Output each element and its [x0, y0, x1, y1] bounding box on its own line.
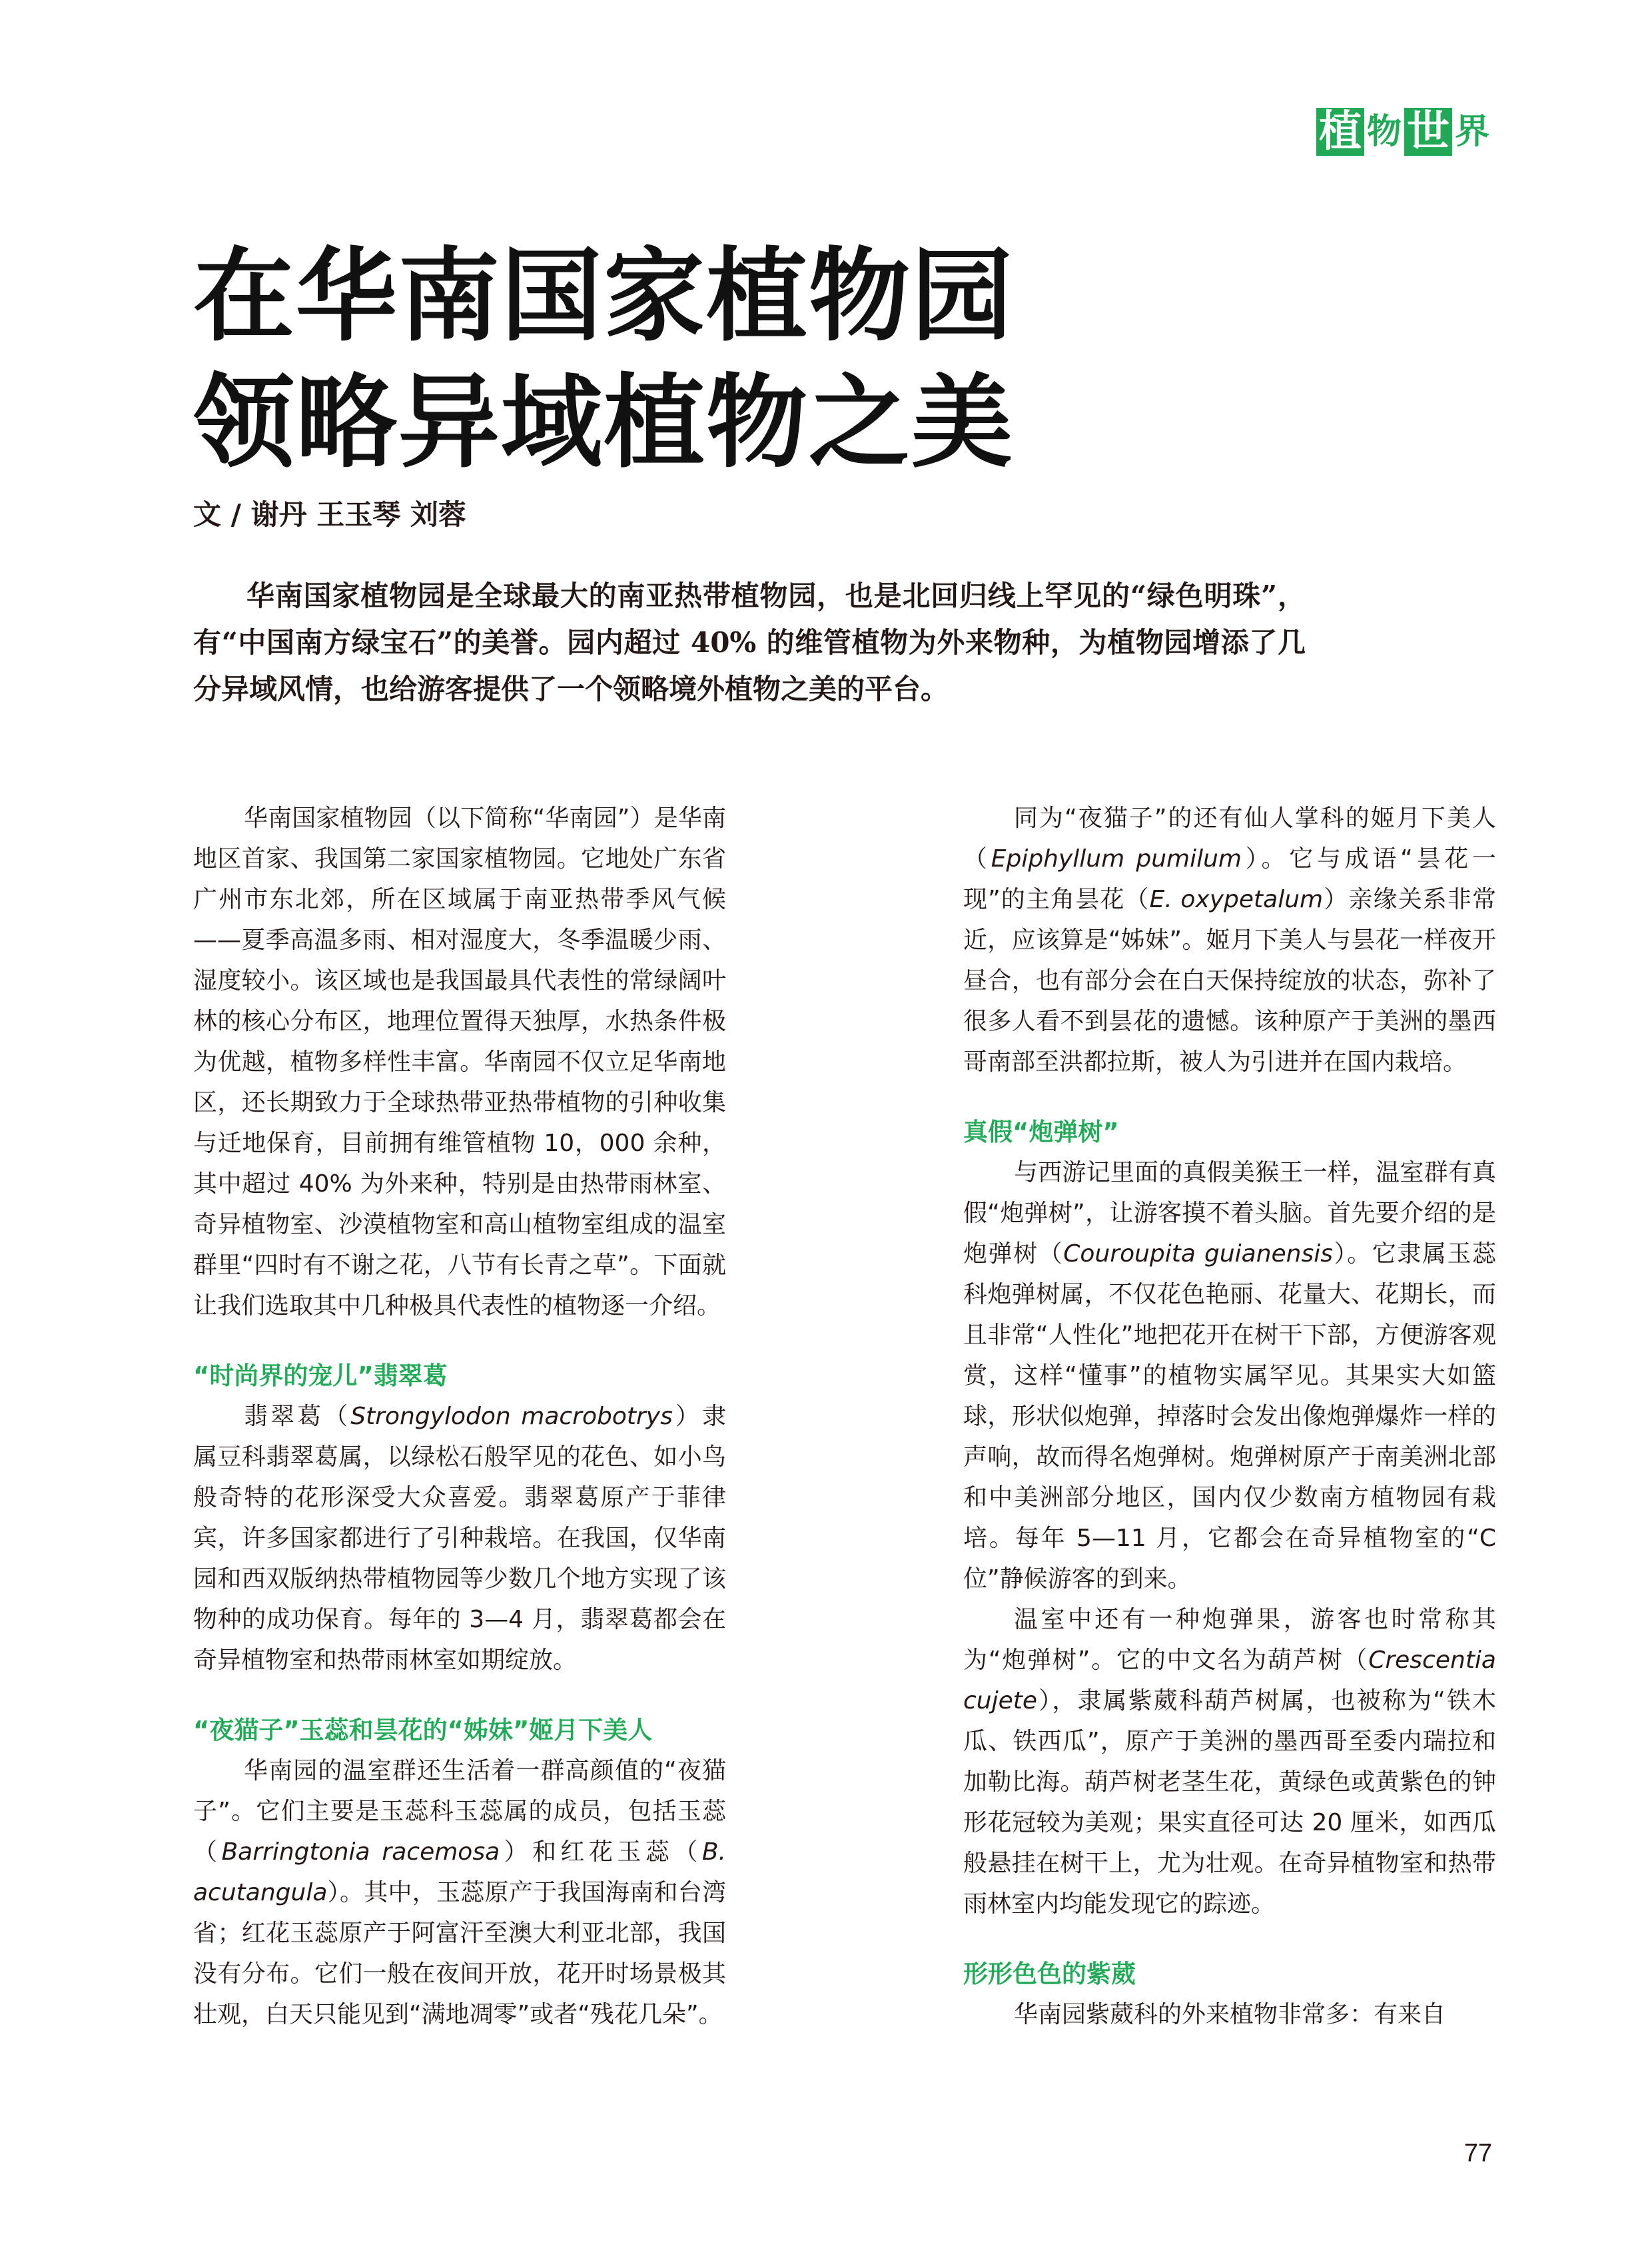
section-tag-char: 物 [1366, 112, 1402, 152]
latin-name: Barringtonia racemosa [221, 1838, 500, 1866]
text-run: 同为“夜猫子”的还有仙人掌科的姬月下美人（ [963, 805, 1496, 873]
right-column [963, 798, 1496, 2035]
text-run: ）。它与成语“昙花一现”的主角昙花（ [963, 845, 1496, 913]
section-tag-char: 植 [1316, 108, 1364, 156]
body-paragraph [193, 1750, 726, 2035]
text-run: ）。它隶属玉蕊科炮弹树属，不仅花色艳丽、花量大、花期长，而且非常“人性化”地把花开在树干下部，方便游客观赏，这样“懂事”的植物实属罕见。其果实大如篮球，形状似炮弹，掉落时会发出像炮弹爆炸一样的声响，故而得名炮弹树。炮弹树原产于南美洲北部和中美洲部分地区，国内仅少数南方植物园有栽培。每年 5—11 月，它都会在奇异植物室的“C 位”静候游客的到来。 [963, 1240, 1496, 1593]
lead-text: 华南国家植物园是全球最大的南亚热带植物园，也是北回归线上罕见的“绿色明珠”，有“中国南方绿宝石”的美誉。园内超过 40% 的维管植物为外来物种，为植物园增添了几分异域风情，也给游客提供了一个领略境外植物之美的平台。 [193, 579, 1306, 705]
latin-name: Strongylodon macrobotrys [350, 1403, 673, 1430]
subheading: 形形色色的紫葳 [963, 1960, 1136, 1988]
title-line-1: 在华南国家植物园 [193, 237, 1014, 355]
section-tag-char: 界 [1454, 112, 1489, 152]
title-line-2: 领略异域植物之美 [193, 364, 1014, 482]
text-run: 翡翠葛（ [244, 1403, 351, 1430]
text-run: ）隶属豆科翡翠葛属，以绿松石般罕见的花色、如小鸟般奇特的花形深受大众喜爱。翡翠葛原产于菲律宾，许多国家都进行了引种栽培。在我国，仅华南园和西双版纳热带植物园等少数几个地方实现了该物种的成功保育。每年的 3—4 月，翡翠葛都会在奇异植物室和热带雨林室如期绽放。 [193, 1403, 726, 1674]
text-run: 华南园的温室群还生活着一群高颜值的“夜猫子”。它们主要是玉蕊科玉蕊属的成员，包括玉蕊（ [193, 1757, 726, 1866]
body-paragraph [963, 1599, 1496, 1924]
body-paragraph: 华南园紫葳科的外来植物非常多：有来自 [1014, 2001, 1446, 2028]
left-column [193, 798, 726, 2035]
text-run: 温室中还有一种炮弹果，游客也时常称其为“炮弹树”。它的中文名为葫芦树（ [963, 1606, 1496, 1674]
lead-paragraph [193, 573, 1306, 713]
body-paragraph: 华南国家植物园（以下简称“华南园”）是华南地区首家、我国第二家国家植物园。它地处广东省广州市东北郊，所在区域属于南亚热带季风气候——夏季高温多雨、相对湿度大，冬季温暖少雨、湿度较小。该区域也是我国最具代表性的常绿阔叶林的核心分布区，地理位置得天独厚，水热条件极为优越，植物多样性丰富。华南园不仅立足华南地区，还长期致力于全球热带亚热带植物的引种收集与迁地保育，目前拥有维管植物 10，000 余种，其中超过 40% 为外来种，特别是由热带雨林室、奇异植物室、沙漠植物室和高山植物室组成的温室群里“四时有不谢之花，八节有长青之草”。下面就让我们选取其中几种极具代表性的植物逐一介绍。 [193, 805, 726, 1319]
latin-name: Epiphyllum pumilum [991, 845, 1242, 873]
subheading: 真假“炮弹树” [963, 1118, 1119, 1146]
body-paragraph [963, 798, 1496, 1082]
latin-name: Crescentia cujete [963, 1647, 1496, 1714]
text-run: ）亲缘关系非常近，应该算是“姊妹”。姬月下美人与昙花一样夜开昼合，也有部分会在白天保持绽放的状态，弥补了很多人看不到昙花的遗憾。该种原产于美洲的墨西哥南部至洪都拉斯，被人为引进并在国内栽培。 [963, 886, 1496, 1076]
article-title [193, 233, 1459, 486]
text-run: ），隶属紫葳科葫芦树属，也被称为“铁木瓜、铁西瓜”，原产于美洲的墨西哥至委内瑞拉和加勒比海。葫芦树老茎生花，黄绿色或黄紫色的钟形花冠较为美观；果实直径可达 20 厘米，如西瓜般悬挂在树干上，尤为壮观。在奇异植物室和热带雨林室内均能发现它的踪迹。 [963, 1687, 1496, 1918]
page-number: 77 [1463, 2139, 1492, 2167]
section-tag [1316, 108, 1492, 156]
text-run: 与西游记里面的真假美猴王一样，温室群有真假“炮弹树”，让游客摸不着头脑。首先要介绍的是炮弹树（ [963, 1159, 1496, 1268]
body-paragraph [193, 1396, 726, 1681]
section-tag-char: 世 [1404, 108, 1452, 156]
subheading: “时尚界的宠儿”翡翠葛 [193, 1361, 448, 1390]
latin-name: B. acutangula [193, 1838, 726, 1906]
text-run: ）和红花玉蕊（ [500, 1838, 702, 1866]
subheading: “夜猫子”玉蕊和昙花的“姊妹”姬月下美人 [193, 1716, 653, 1744]
body-paragraph [963, 1152, 1496, 1599]
latin-name: E. oxypetalum [1149, 886, 1324, 913]
latin-name: Couroupita guianensis [1063, 1240, 1333, 1268]
byline: 文 / 谢丹 王玉琴 刘蓉 [193, 498, 466, 531]
text-run: ）。其中，玉蕊原产于我国海南和台湾省；红花玉蕊原产于阿富汗至澳大利亚北部，我国没有分布。它们一般在夜间开放，花开时场景极其壮观，白天只能见到“满地凋零”或者“残花几朵”。 [193, 1879, 726, 2028]
